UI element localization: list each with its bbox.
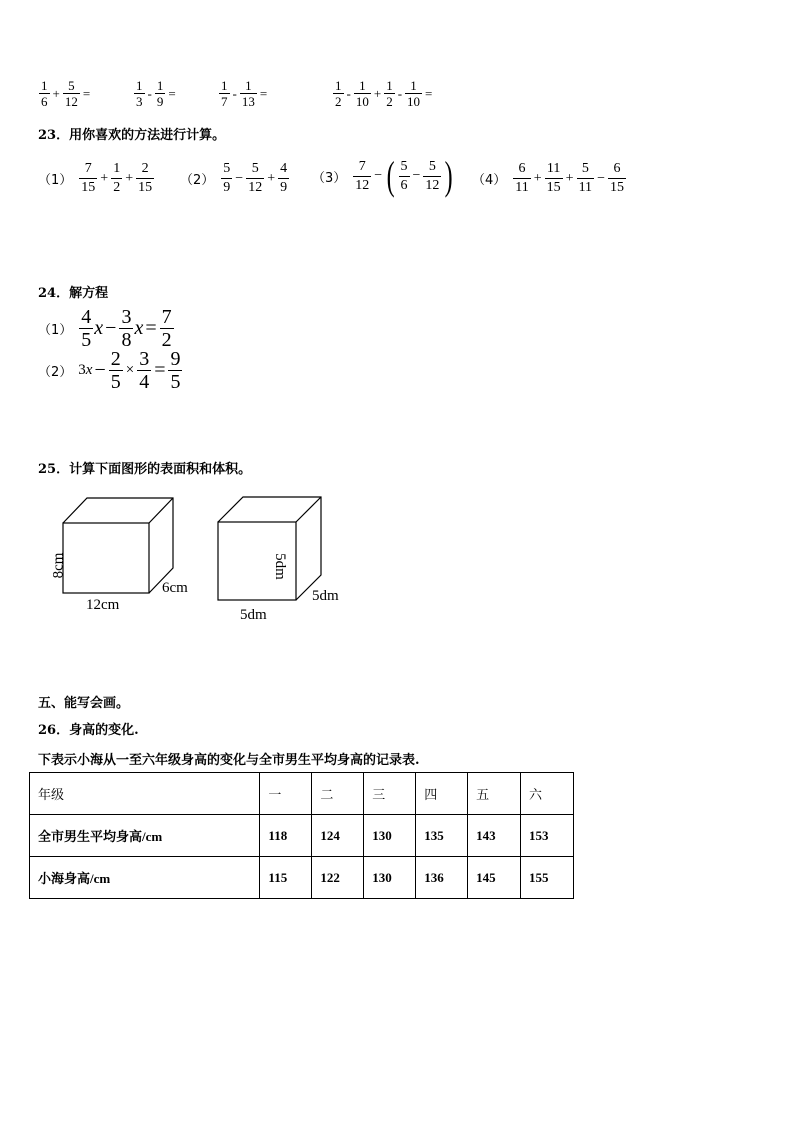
q24-title: 24．解方程 [38,286,109,301]
q23-problem-4: （4） $\frac{6}{11}$ + $\frac{11}{15}$ + $\frac{5}{11}$ − $\frac{6}{15}$ [472,161,624,195]
table-cell: 145 [468,857,521,899]
fraction: $\frac{7}{15}$ [81,161,96,195]
table-cell: 153 [521,815,574,857]
fraction: $\frac{7}{12}$ [355,158,370,193]
cube-length-label: 5dm [240,607,267,623]
cube-figure [218,497,321,600]
fraction: $\frac{1}{6}$ [41,78,48,109]
q26-intro: 下表示小海从一至六年级身高的变化与全市男生平均身高的记录表. [38,753,420,768]
fraction: $\frac{1}{13}$ [241,78,255,109]
table-header-cell: 五 [468,773,521,815]
table-cell: 118 [260,815,312,857]
table-header-cell: 二 [312,773,364,815]
fraction: $\frac{5}{6}$ [400,158,408,193]
expr-3: $\frac{1}{7}$ - $\frac{1}{13}$ = [221,78,268,109]
fraction: $\frac{1}{3}$ [136,78,143,109]
q26-title: 26．身高的变化. [38,723,139,738]
table-header-row [30,773,574,815]
expr-2: $\frac{1}{3}$ - $\frac{1}{9}$ = [136,78,176,109]
cuboid-length-label: 12cm [86,597,120,613]
table-row-label: 小海身高/cm [30,857,260,899]
q23-problem-3: （3） $\frac{7}{12}$ − ( $\frac{5}{6}$ − $\frac{5}{12}$ ) [312,153,454,198]
table-cell: 115 [260,857,312,899]
table-header-cell: 四 [416,773,468,815]
fraction: $\frac{5}{9}$ [223,161,231,195]
q23-problem-1: （1） $\frac{7}{15}$ + $\frac{1}{2}$ + $\frac{2}{15}$ [38,161,153,195]
cuboid-figure [63,498,173,593]
fraction: $\frac{1}{2}$ [113,161,121,195]
fraction: $\frac{4}{9}$ [280,161,288,195]
cube-width-label: 5dm [312,588,339,604]
table-header-cell: 年级 [30,773,260,815]
fraction: $\frac{11}{15}$ [546,161,561,195]
table-cell: 124 [312,815,364,857]
fraction: $\frac{6}{11}$ [515,161,529,195]
cube-height-label: 5dm [271,553,288,580]
table-header-cell: 一 [260,773,312,815]
table-header-cell: 三 [364,773,416,815]
fraction: $\frac{5}{11}$ [578,161,593,195]
height-record-table [29,772,574,899]
expr-4: $\frac{1}{2}$ - $\frac{1}{10}$ + $\frac{1}{2}$ - $\frac{1}{10}$ = [335,78,433,109]
fraction: $\frac{9}{5}$ [170,348,181,393]
fraction: $\frac{6}{15}$ [609,161,624,195]
q23-title: 23．用你喜欢的方法进行计算。 [38,128,226,143]
q23-problem-2: （2） $\frac{5}{9}$ − $\frac{5}{12}$ + $\frac{4}{9}$ [180,161,288,195]
fraction: $\frac{5}{12}$ [248,161,263,195]
fraction: $\frac{1}{2}$ [335,78,342,109]
fraction: $\frac{1}{10}$ [355,78,369,109]
fraction: $\frac{3}{4}$ [139,348,150,393]
q24-equation-1: （1） $\frac{4}{5}$ x − $\frac{3}{8}$ x = $\frac{7}{2}$ [38,306,172,351]
table-row [30,815,574,857]
table-row-label: 全市男生平均身高/cm [30,815,260,857]
fraction: $\frac{7}{2}$ [161,306,172,351]
section-5-title: 五、能写会画。 [38,696,130,711]
fraction: $\frac{1}{7}$ [221,78,228,109]
table-row [30,857,574,899]
table-cell: 143 [468,815,521,857]
cuboid-height-label: 8cm [50,552,67,579]
fraction: $\frac{2}{5}$ [110,348,121,393]
fraction: $\frac{5}{12}$ [425,158,440,193]
fraction: $\frac{4}{5}$ [81,306,92,351]
fraction: $\frac{1}{2}$ [386,78,393,109]
cuboid-width-label: 6cm [162,580,188,596]
fraction: $\frac{1}{10}$ [407,78,421,109]
table-cell: 122 [312,857,364,899]
table-cell: 130 [364,815,416,857]
table-cell: 155 [521,857,574,899]
table-cell: 136 [416,857,468,899]
fraction: $\frac{2}{15}$ [138,161,153,195]
fraction: $\frac{3}{8}$ [121,306,132,351]
table-header-cell: 六 [521,773,574,815]
table-cell: 130 [364,857,416,899]
expr-1: $\frac{1}{6}$ + $\frac{5}{12}$ = [41,78,91,109]
table-cell: 135 [416,815,468,857]
q24-equation-2: （2） 3 x − $\frac{2}{5}$ × $\frac{3}{4}$ = $\frac{9}{5}$ [38,348,181,393]
q25-title: 25．计算下面图形的表面积和体积。 [38,462,252,477]
fraction: $\frac{5}{12}$ [64,78,78,109]
fraction: $\frac{1}{9}$ [156,78,164,109]
